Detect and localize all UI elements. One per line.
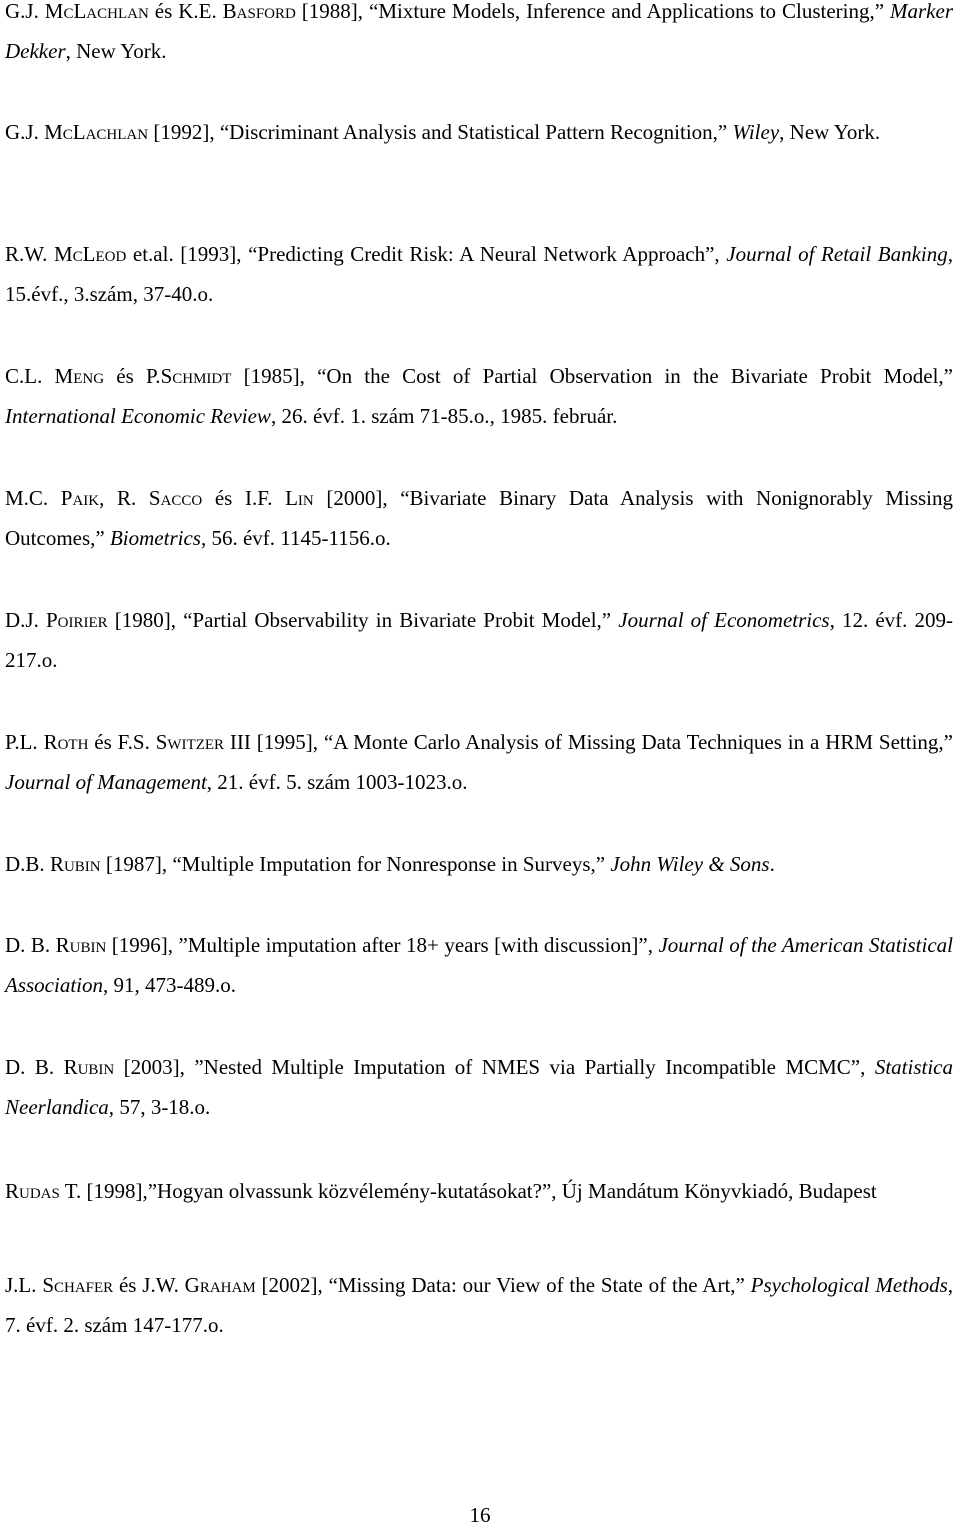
reference-body: [1980], “Partial Observability in Bivariate Probit Model,” — [107, 608, 619, 632]
reference-body: [1992], “Discriminant Analysis and Statistical Pattern Recognition,” — [148, 120, 733, 144]
reference-body: T. [1998],”Hogyan olvassunk közvélemény-kutatásokat?”, Új Mandátum Könyvkiadó, Budapest — [59, 1179, 877, 1203]
author-initials: D. B. — [5, 933, 56, 957]
author-conjunction: és K.E. — [148, 0, 223, 23]
reference-tail: 57, 3-18.o. — [114, 1095, 211, 1119]
publisher: Marker Dekker — [5, 0, 953, 63]
reference-tail: , 12. évf. 209-217.o. — [5, 608, 953, 672]
reference-entry — [5, 1047, 953, 1127]
author-surname: McLeod — [53, 242, 127, 266]
page-number: 16 — [469, 1503, 491, 1527]
journal-title: Statistica Neerlandica, — [5, 1055, 953, 1119]
author-surname: Rudas — [5, 1179, 60, 1203]
author-surname: Poirier — [45, 608, 108, 632]
reference-entry — [5, 722, 953, 802]
author-initials: J.L. — [5, 1273, 43, 1297]
author-surname: Paik — [60, 486, 100, 510]
author-surname: Sacco — [148, 486, 203, 510]
reference-entry — [5, 356, 953, 436]
reference-body: [2000], “Bivariate Binary Data Analysis with Nonignorably Missing Outcomes,” — [5, 486, 953, 550]
journal-title: Psychological Methods — [750, 1273, 948, 1297]
author-surname: Switzer — [155, 730, 225, 754]
author-conjunction: , R. — [99, 486, 149, 510]
reference-body: III [1995], “A Monte Carlo Analysis of Missing Data Techniques in a HRM Setting,” — [224, 730, 953, 754]
reference-tail: . — [769, 852, 775, 876]
author-initials: M.C. — [5, 486, 61, 510]
reference-entry — [5, 844, 953, 884]
reference-entry — [5, 234, 953, 314]
author-surname: Basford — [222, 0, 296, 23]
author-initials: R.W. — [5, 242, 54, 266]
author-initials: D.B. — [5, 852, 50, 876]
author-surname: Rubin — [55, 933, 107, 957]
journal-title: Biometrics — [109, 526, 201, 550]
author-surname: Rubin — [63, 1055, 115, 1079]
journal-title: Journal of Retail Banking, — [726, 242, 954, 266]
reference-tail: , 26. évf. 1. szám 71-85.o., 1985. február. — [270, 404, 618, 428]
journal-title: Journal of the American Statistical Association — [5, 933, 953, 997]
author-conjunction: és J.W. — [113, 1273, 185, 1297]
reference-tail: , 56. évf. 1145-1156.o. — [200, 526, 391, 550]
reference-tail: , 91, 473-489.o. — [103, 973, 236, 997]
author-initials: C.L. — [5, 364, 55, 388]
author-conjunction: és I.F. — [202, 486, 286, 510]
author-conjunction: és F.S. — [88, 730, 156, 754]
reference-body: [1996], ”Multiple imputation after 18+ years [with discussion]”, — [106, 933, 659, 957]
author-surname: McLachlan — [44, 120, 149, 144]
author-surname: Meng — [54, 364, 105, 388]
author-conjunction: és P. — [104, 364, 161, 388]
author-initials: G.J. — [5, 120, 45, 144]
reference-entry — [5, 112, 953, 152]
author-surname: Schafer — [42, 1273, 114, 1297]
author-initials: P.L. — [5, 730, 44, 754]
author-surname: Rubin — [49, 852, 101, 876]
author-surname: McLachlan — [44, 0, 149, 23]
author-surname: Lin — [285, 486, 314, 510]
reference-tail: , New York. — [65, 39, 167, 63]
journal-title: Journal of Econometrics — [618, 608, 830, 632]
journal-title: Journal of Management — [5, 770, 207, 794]
author-initials: G.J. — [5, 0, 45, 23]
reference-tail: 15.évf., 3.szám, 37-40.o. — [5, 282, 214, 306]
publisher: John Wiley & Sons — [610, 852, 770, 876]
reference-tail: , 7. évf. 2. szám 147-177.o. — [5, 1273, 954, 1337]
publisher: Wiley — [732, 120, 780, 144]
reference-tail: , 21. évf. 5. szám 1003-1023.o. — [206, 770, 468, 794]
reference-entry — [5, 478, 953, 558]
author-initials: D. B. — [5, 1055, 64, 1079]
reference-body: [2003], ”Nested Multiple Imputation of NMES via Partially Incompatible MCMC”, — [114, 1055, 875, 1079]
reference-body: [1987], “Multiple Imputation for Nonresponse in Surveys,” — [100, 852, 611, 876]
reference-body: [1985], “On the Cost of Partial Observation in the Bivariate Probit Model,” — [231, 364, 953, 388]
journal-title: International Economic Review — [5, 404, 271, 428]
reference-body: et.al. [1993], “Predicting Credit Risk: A Neural Network Approach”, — [126, 242, 727, 266]
reference-tail: , New York. — [779, 120, 881, 144]
author-initials: D.J. — [5, 608, 46, 632]
author-surname: Graham — [184, 1273, 256, 1297]
author-surname: Roth — [43, 730, 89, 754]
reference-entry — [5, 1265, 953, 1345]
reference-entry — [5, 0, 953, 71]
reference-entry — [5, 1177, 953, 1205]
reference-entry — [5, 925, 953, 1005]
reference-body: [1988], “Mixture Models, Inference and Applications to Clustering,” — [295, 0, 891, 23]
author-surname: Schmidt — [160, 364, 232, 388]
reference-entry — [5, 600, 953, 680]
reference-body: [2002], “Missing Data: our View of the State of the Art,” — [255, 1273, 751, 1297]
